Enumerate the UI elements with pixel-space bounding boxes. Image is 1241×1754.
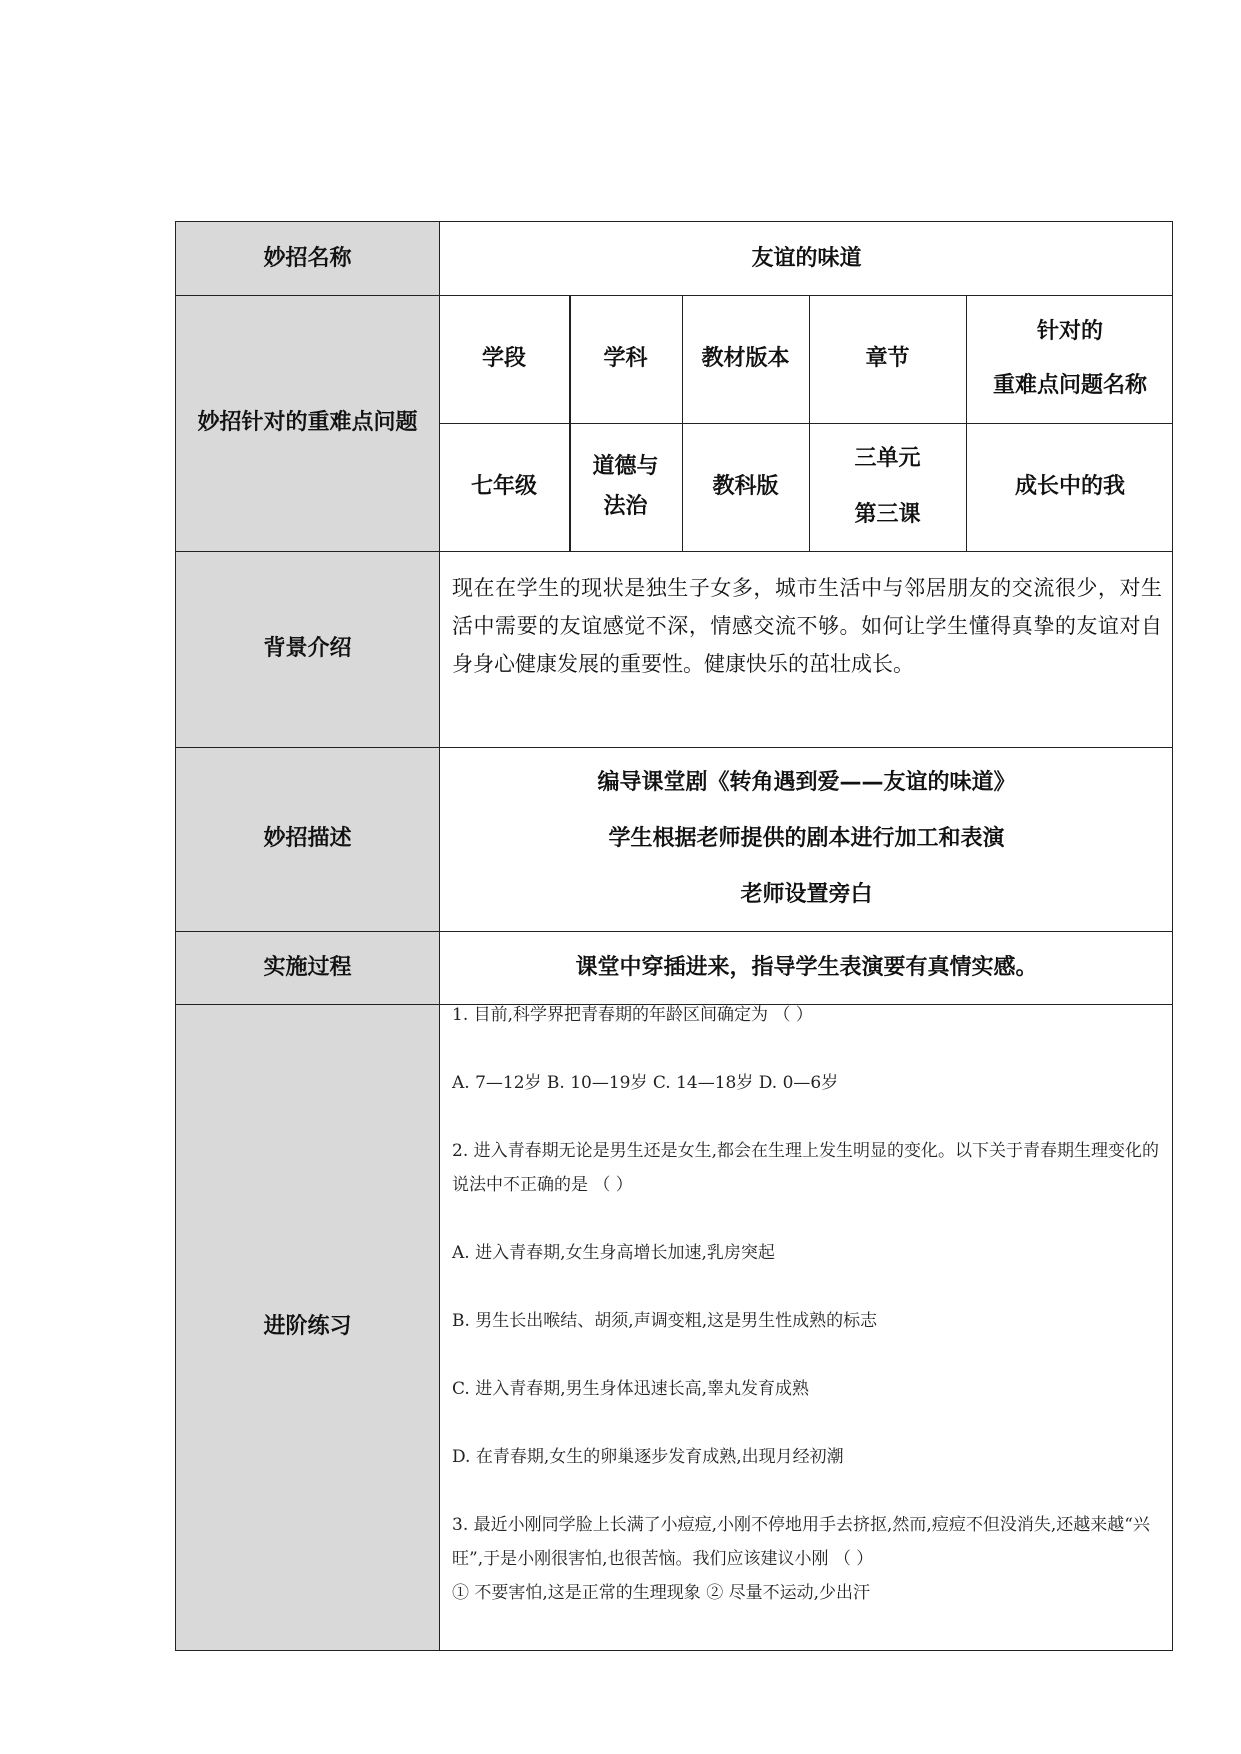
header-edition: 教材版本 xyxy=(701,346,790,372)
header-stage: 学段 xyxy=(481,346,526,372)
value-subject-line2: 法治 xyxy=(603,494,648,519)
value-chapter-line2: 第三课 xyxy=(854,502,921,527)
practice-item: ① 不要害怕,这是正常的生理现象 ② 尽量不运动,少出汗 xyxy=(452,1583,871,1603)
practice-questions xyxy=(452,998,1164,1610)
divider xyxy=(439,222,440,1650)
description-line2: 学生根据老师提供的剧本进行加工和表演 xyxy=(608,826,1005,851)
row5-label: 实施过程 xyxy=(176,931,439,1004)
method-description xyxy=(439,747,1174,931)
row1-label: 妙招名称 xyxy=(176,222,439,295)
divider xyxy=(176,551,1172,552)
practice-item: 2. 进入青春期无论是男生还是女生,都会在生理上发生明显的变化。以下关于青春期生理变化的说法中不正确的是 （ ） xyxy=(452,1141,1160,1195)
divider xyxy=(809,295,810,551)
value-subject xyxy=(569,423,682,551)
background-section xyxy=(176,551,1174,747)
value-problem-name: 成长中的我 xyxy=(1014,474,1125,500)
divider xyxy=(176,295,1172,296)
practice-item: 3. 最近小刚同学脸上长满了小痘痘,小刚不停地用手去挤抠,然而,痘痘不但没消失,还越来越“兴旺”,于是小刚很害怕,也很苦恼。我们应该建议小刚 （ ） xyxy=(452,1515,1150,1569)
header-problem-line1: 针对的 xyxy=(1036,319,1103,344)
practice-item: C. 进入青春期,男生身体迅速长高,睾丸发育成熟 xyxy=(452,1379,810,1399)
implementation-text: 课堂中穿插进来，指导学生表演要有真情实感。 xyxy=(575,954,1038,980)
divider xyxy=(569,295,571,551)
description-line3: 老师设置旁白 xyxy=(740,882,873,907)
divider xyxy=(176,1004,1172,1005)
divider xyxy=(966,295,967,551)
practice-item: A. 进入青春期,女生身高增长加速,乳房突起 xyxy=(452,1243,775,1263)
lesson-table xyxy=(175,221,1173,1651)
divider xyxy=(682,295,683,551)
header-subject: 学科 xyxy=(603,346,648,372)
row4-label: 妙招描述 xyxy=(176,747,439,931)
value-edition: 教科版 xyxy=(712,474,779,500)
practice-item: A. 7—12岁 B. 10—19岁 C. 14—18岁 D. 0—6岁 xyxy=(452,1073,839,1093)
header-problem-name xyxy=(966,295,1174,423)
background-text: 现在在学生的现状是独生子女多，城市生活中与邻居朋友的交流很少，对生活中需要的友谊感觉不深，情感交流不够。如何让学生懂得真挚的友谊对自身身心健康发展的重要性。健康快乐的茁壮成长。 xyxy=(452,576,1162,676)
row3-label: 背景介绍 xyxy=(176,551,439,747)
row6-label: 进阶练习 xyxy=(176,1004,439,1650)
practice-item: D. 在青春期,女生的卵巢逐步发育成熟,出现月经初潮 xyxy=(452,1447,844,1467)
value-stage: 七年级 xyxy=(470,474,537,500)
value-chapter xyxy=(809,423,966,551)
header-problem-line2: 重难点问题名称 xyxy=(992,373,1147,398)
value-chapter-line1: 三单元 xyxy=(854,446,921,471)
header-chapter: 章节 xyxy=(865,346,910,372)
divider xyxy=(176,747,1172,748)
description-line1: 编导课堂剧《转角遇到爱——友谊的味道》 xyxy=(597,770,1016,795)
row2-label: 妙招针对的重难点问题 xyxy=(176,295,439,551)
divider xyxy=(176,931,1172,932)
practice-item: 1. 目前,科学界把青春期的年龄区间确定为 （ ） xyxy=(452,1005,813,1025)
practice-item: B. 男生长出喉结、胡须,声调变粗,这是男生性成熟的标志 xyxy=(452,1311,878,1331)
method-title: 友谊的味道 xyxy=(751,245,862,271)
value-subject-line1: 道德与 xyxy=(592,454,659,479)
divider xyxy=(439,423,1172,424)
